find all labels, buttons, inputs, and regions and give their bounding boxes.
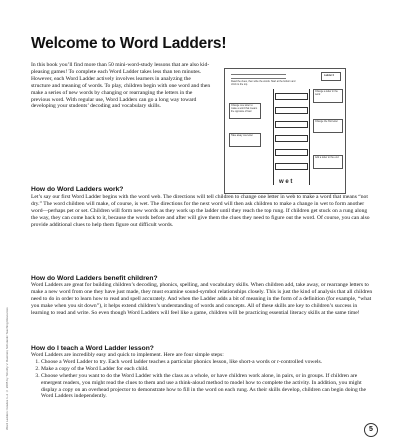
sidebar-credit: Word Ladders: Grades 1–2 © 2005 by Timothy V. Rasinski, Scholastic Teaching Resources (5, 307, 9, 430)
intro-paragraph: In this book you’ll find more than 50 mini-word-study lessons that are also kid-pleasing games! To complete each Word Ladder takes less than ten minutes. However, each Word Ladder actively involves learners in analyzing the structure and meaning of words. To play, children begin with one word and then make a series of new words by changing or rearranging the letters in the previous word. With regular use, Word Ladders can go a long way toward developing your students’ decoding and vocabulary skills. (31, 62, 211, 110)
clue-box: Change one letter to make a word that means the opposite of bad (229, 103, 261, 119)
section-heading: How do Word Ladders work? (31, 186, 124, 193)
worksheet-illustration (224, 68, 346, 194)
sheet-instruction: Read the clues, then write the words. Start at the bottom and climb to the top. (231, 80, 296, 86)
section-how-it-works (31, 186, 211, 193)
list-item: 2. Make a copy of the Word Ladder for each child. (41, 366, 373, 373)
teach-lead: Word Ladders are incredibly easy and quick to implement. Here are four simple steps: (31, 352, 224, 358)
section-body: Word Ladders are great for building children’s decoding, phonics, spelling, and vocabulary skills. When children add, take away, or rearrange letters to make a new word from one they have just made, they must examine sound-symbol relationships closely. This is just the kind of analysis that all children need to do in order to learn how to read and spell accurately. And when the Ladder adds a bit of meaning in the form of a definition (for example, “what you make when you sit down”), it helps extend children’s understanding of words and concepts. All of these skills are key to children’s success in learning to read and write. So even though Word Ladders will feel like a game, children will be practicing essential literacy skills at the same time! (31, 282, 373, 316)
section-heading: How do I teach a Word Ladder lesson? (31, 345, 154, 352)
section-benefits (31, 275, 371, 317)
section-teaching (31, 345, 373, 400)
section-body: Let’s say our first Word Ladder begins with the word web. The directions will tell children to change one letter in web to make a word that means “not dry.” The word children will make, of course, is wet. The directions for the next word will then ask children to make a change in wet to form another word—perhaps pet or set. Children will form new words as they work up the ladder until they reach the top rung. If children get stuck on a rung along the way, they can come back to it, because the words before and after will give them the clues they need to figure out the word. Of course, you can also provide additional clues to help them figure out difficult words. (31, 194, 370, 228)
ladder-number-box (321, 72, 341, 81)
clue-box: Change the first letter (313, 119, 343, 133)
steps-list (31, 359, 373, 400)
sheet-label: Ladder 6 (324, 73, 334, 77)
bottom-word: w e t (279, 179, 293, 185)
section-heading: How do Word Ladders benefit children? (31, 275, 158, 282)
clue-box: Take away one letter (229, 133, 261, 147)
clue-box: Add a letter to the end (313, 155, 343, 169)
list-item: 1. Choose a Word Ladder to try. Each word ladder teaches a particular phonics lesson, like short-a words or r-controlled vowels. (41, 359, 373, 366)
clue-box: Change a letter in the word (313, 89, 343, 103)
ladder-graphic (273, 89, 311, 185)
page-title: Welcome to Word Ladders! (31, 35, 227, 52)
page-number: 5 (364, 423, 378, 437)
list-item: 3. Choose whether you want to do the Word Ladder with the class as a whole, or have children work alone, in pairs, or in groups. If children are emergent readers, you might read the clues to them and use a think-aloud method to model how to complete the activity. In addition, you might display a copy on an overhead projector to demonstrate how to fill in the word on each rung. As their skills develop, children can begin doing the Word Ladders independently. (41, 373, 373, 401)
